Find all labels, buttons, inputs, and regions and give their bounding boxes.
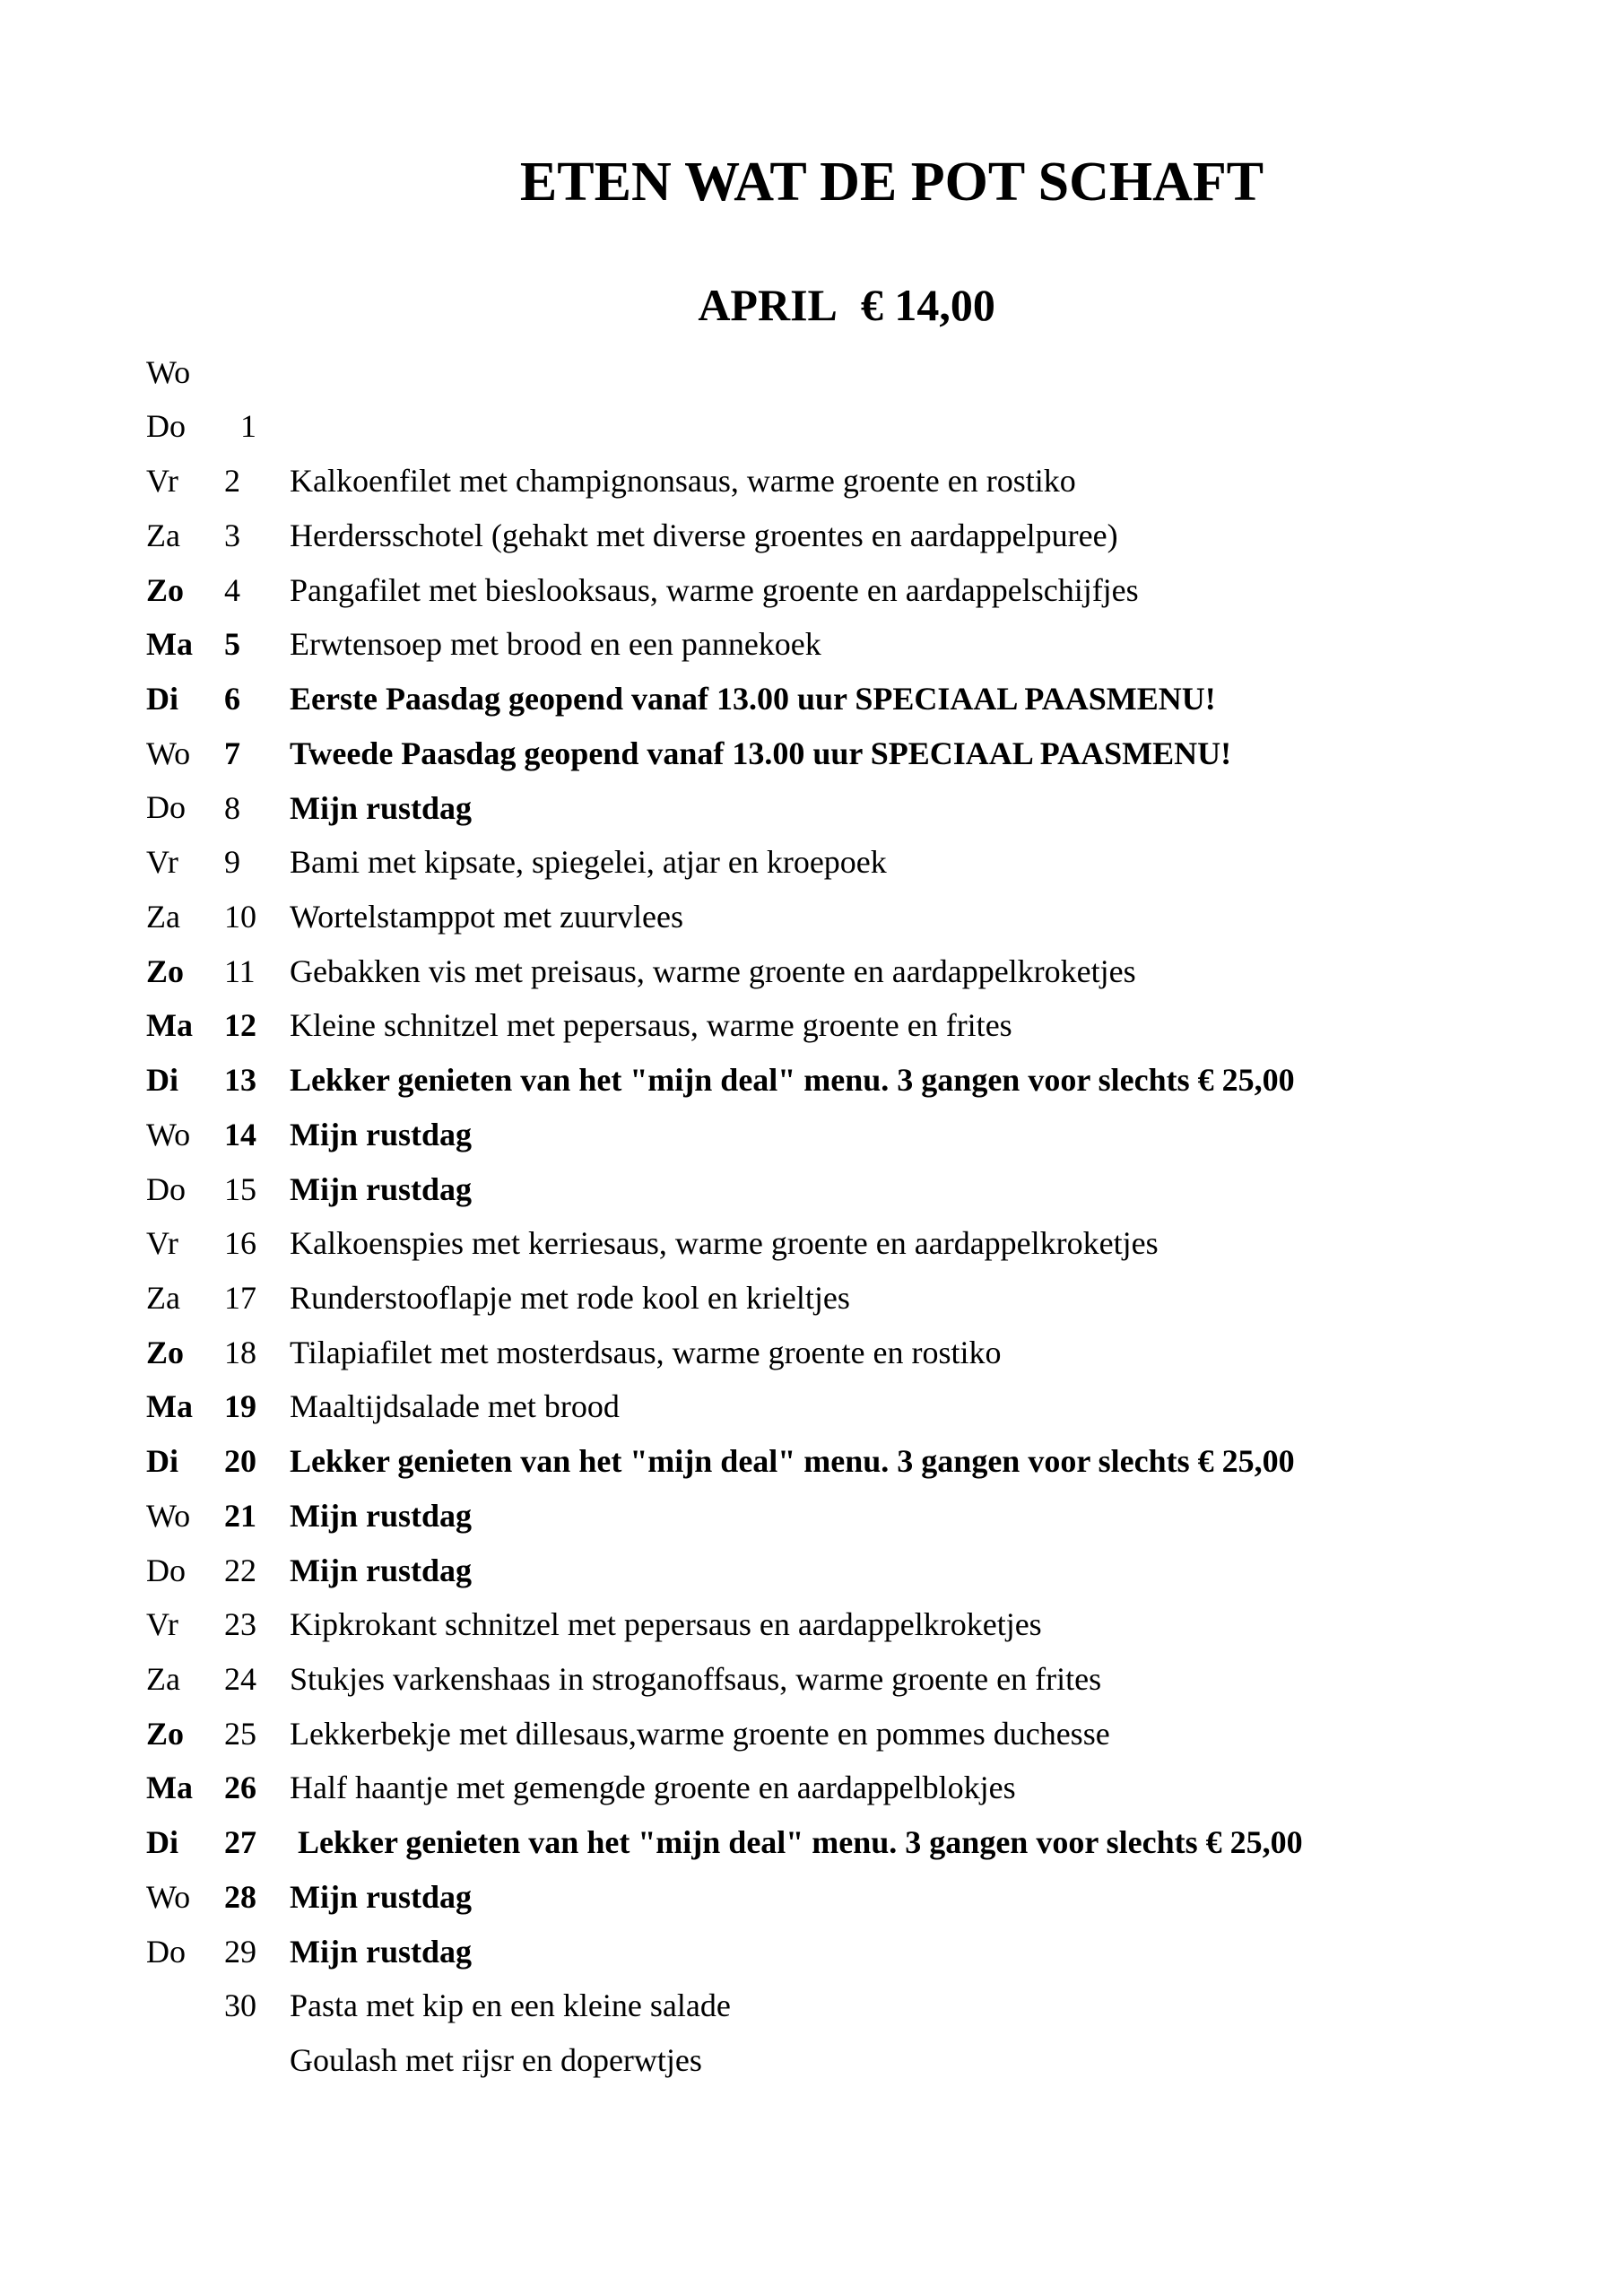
dish-text: Pangafilet met bieslooksaus, warme groente en aardappelschijfjes [290, 571, 1139, 608]
day-number: 4 [224, 571, 240, 608]
dish-text: Tweede Paasdag geopend vanaf 13.00 uur SPECIAAL PAASMENU! [290, 735, 1232, 771]
day-number: 26 [224, 1770, 256, 1806]
dish-text: Pasta met kip en een kleine salade [290, 1987, 731, 2024]
day-label: Za [146, 1660, 180, 1697]
day-label: Zo [146, 952, 185, 989]
day-label: Vr [146, 1606, 178, 1643]
day-label: Di [146, 1062, 178, 1099]
day-label: Za [146, 898, 180, 935]
day-label: Do [146, 789, 186, 826]
day-label: Wo [146, 735, 191, 771]
day-label: Ma [146, 1388, 193, 1425]
month-label: APRIL [698, 280, 838, 330]
day-number: 5 [224, 626, 240, 663]
day-number: 24 [224, 1661, 256, 1697]
dish-text: Kalkoenspies met kerriesaus, warme groente en aardappelkroketjes [290, 1225, 1159, 1262]
day-label: Wo [146, 1878, 191, 1915]
menu-list [0, 291, 1624, 2079]
dish-text: Mijn rustdag [290, 1933, 473, 1970]
day-number: 20 [224, 1443, 256, 1480]
day-number: 2 [224, 463, 240, 500]
day-label: Di [146, 1824, 178, 1861]
day-label: Do [146, 1933, 186, 1970]
day-label: Zo [146, 1715, 185, 1752]
day-label: Za [146, 517, 180, 553]
dish-text: Kipkrokant schnitzel met pepersaus en aardappelkroketjes [290, 1606, 1042, 1643]
dish-text: Erwtensoep met brood en een pannekoek [290, 626, 821, 663]
dish-text: Mijn rustdag [290, 1552, 473, 1588]
dish-text: Lekker genieten van het "mijn deal" menu. 3 gangen voor slechts € 25,00 [290, 1443, 1295, 1480]
day-label: Vr [146, 1225, 178, 1262]
dish-text: Mijn rustdag [290, 1116, 473, 1152]
day-label: Wo [146, 353, 191, 390]
dish-text: Goulash met rijsr en doperwtjes [290, 2042, 702, 2079]
day-number: 18 [224, 1334, 256, 1370]
dish-text: Lekker genieten van het "mijn deal" menu. 3 gangen voor slechts € 25,00 [290, 1062, 1295, 1099]
price-label: € 14,00 [860, 280, 995, 330]
day-label: Ma [146, 626, 193, 663]
dish-text: Gebakken vis met preisaus, warme groente en aardappelkroketjes [290, 952, 1136, 989]
dish-text: Eerste Paasdag geopend vanaf 13.00 uur SPECIAAL PAASMENU! [290, 681, 1216, 718]
day-label: Di [146, 681, 178, 718]
dish-text: Kleine schnitzel met pepersaus, warme groente en frites [290, 1007, 1012, 1044]
day-label: Do [146, 1170, 186, 1207]
dish-text: Wortelstamppot met zuurvlees [290, 898, 683, 935]
dish-text: Herdersschotel (gehakt met diverse groentes en aardappelpuree) [290, 517, 1118, 553]
day-label: Vr [146, 844, 178, 881]
dish-text: Kalkoenfilet met champignonsaus, warme groente en rostiko [290, 463, 1076, 500]
dish-text: Stukjes varkenshaas in stroganoffsaus, warme groente en frites [290, 1661, 1102, 1698]
day-number: 11 [224, 952, 256, 989]
dish-text: Lekkerbekje met dillesaus,warme groente en pommes duchesse [290, 1715, 1110, 1752]
day-label: Do [146, 1552, 186, 1588]
dish-text: Mijn rustdag [290, 1170, 473, 1207]
dish-text: Maaltijdsalade met brood [290, 1388, 620, 1425]
day-label: Di [146, 1443, 178, 1480]
day-number: 15 [224, 1170, 256, 1207]
day-label: Zo [146, 1334, 185, 1370]
day-number: 10 [224, 898, 256, 935]
day-number: 28 [224, 1878, 256, 1915]
dish-text: Mijn rustdag [290, 1878, 473, 1915]
day-label: Zo [146, 571, 185, 608]
day-label: Wo [146, 1497, 191, 1534]
day-number: 12 [224, 1007, 256, 1044]
day-label: Ma [146, 1770, 193, 1806]
dish-text: Tilapiafilet met mosterdsaus, warme groente en rostiko [290, 1334, 1002, 1370]
day-number: 1 [224, 408, 256, 445]
dish-text: Runderstooflapje met rode kool en krieltjes [290, 1279, 850, 1316]
day-number: 14 [224, 1116, 256, 1152]
dish-text: Bami met kipsate, spiegelei, atjar en kroepoek [290, 844, 887, 881]
dish-text: Mijn rustdag [290, 789, 473, 826]
day-number: 6 [224, 681, 240, 718]
dish-text: Lekker genieten van het "mijn deal" menu. 3 gangen voor slechts € 25,00 [290, 1824, 1303, 1861]
day-number: 19 [224, 1388, 256, 1425]
day-number: 29 [224, 1933, 256, 1970]
day-number: 25 [224, 1715, 256, 1752]
dish-text: Mijn rustdag [290, 1497, 473, 1534]
day-number: 23 [224, 1606, 256, 1643]
day-number: 13 [224, 1062, 256, 1099]
day-number: 7 [224, 735, 240, 771]
day-number: 30 [224, 1987, 256, 2024]
day-label: Wo [146, 1116, 191, 1152]
day-number: 16 [224, 1225, 256, 1262]
day-label: Ma [146, 1007, 193, 1044]
day-number: 17 [224, 1279, 256, 1316]
day-label: Za [146, 1279, 180, 1316]
day-number: 8 [224, 789, 240, 826]
day-label: Do [146, 408, 186, 445]
day-number: 3 [224, 517, 240, 553]
day-label: Vr [146, 463, 178, 500]
dish-text: Half haantje met gemengde groente en aardappelblokjes [290, 1770, 1016, 1806]
day-number: 21 [224, 1497, 256, 1534]
page-title: ETEN WAT DE POT SCHAFT [519, 152, 1264, 213]
day-number: 22 [224, 1552, 256, 1588]
day-number: 9 [224, 844, 240, 881]
day-number: 27 [224, 1824, 256, 1861]
